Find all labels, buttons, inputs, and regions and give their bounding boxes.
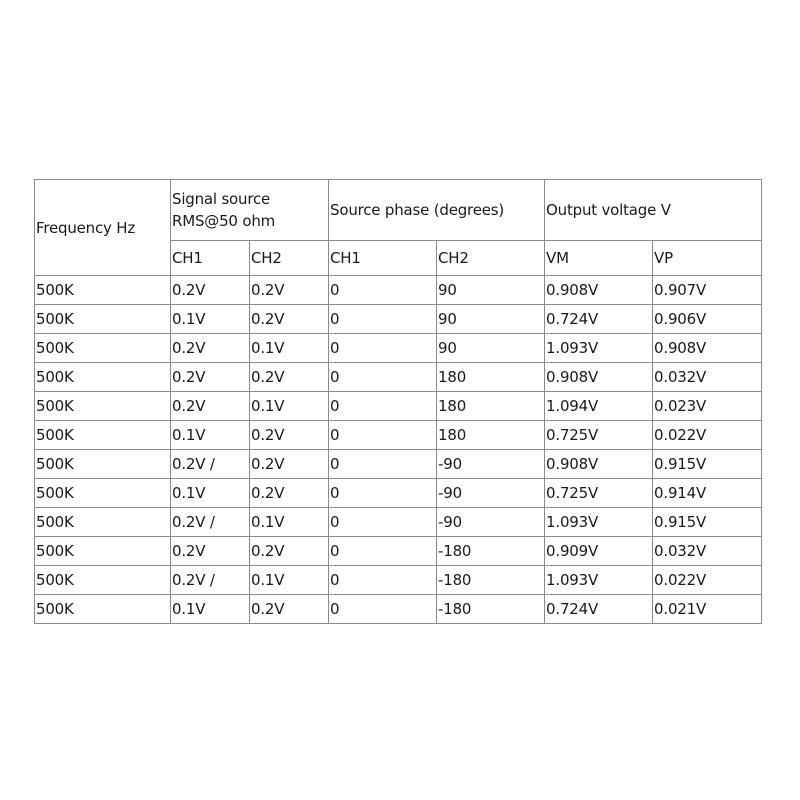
cell-ch2-signal: 0.2V <box>250 479 329 508</box>
cell-ch2-phase: -90 <box>437 479 545 508</box>
cell-ch2-phase: -90 <box>437 508 545 537</box>
cell-frequency: 500K <box>35 392 171 421</box>
cell-frequency: 500K <box>35 421 171 450</box>
cell-ch2-phase: 180 <box>437 421 545 450</box>
cell-ch1-phase: 0 <box>329 305 437 334</box>
cell-ch2-signal: 0.1V <box>250 334 329 363</box>
table-row <box>35 479 762 508</box>
cell-frequency: 500K <box>35 334 171 363</box>
cell-ch1-signal: 0.2V <box>171 537 250 566</box>
cell-vp: 0.032V <box>653 537 762 566</box>
cell-frequency: 500K <box>35 479 171 508</box>
cell-vm: 1.093V <box>545 334 653 363</box>
cell-vp: 0.032V <box>653 363 762 392</box>
cell-ch2-phase: -180 <box>437 537 545 566</box>
cell-vm: 0.908V <box>545 363 653 392</box>
cell-vm: 0.909V <box>545 537 653 566</box>
cell-frequency: 500K <box>35 537 171 566</box>
cell-vp: 0.915V <box>653 508 762 537</box>
cell-vp: 0.914V <box>653 479 762 508</box>
cell-ch2-phase: -180 <box>437 595 545 624</box>
measurement-table <box>34 179 762 624</box>
cell-frequency: 500K <box>35 450 171 479</box>
cell-ch1-signal: 0.2V / <box>171 450 250 479</box>
cell-vm: 1.094V <box>545 392 653 421</box>
subheader-ch2-signal: CH2 <box>250 241 329 276</box>
cell-ch1-signal: 0.2V / <box>171 508 250 537</box>
table-row <box>35 537 762 566</box>
cell-vm: 0.725V <box>545 421 653 450</box>
cell-vp: 0.907V <box>653 276 762 305</box>
cell-vm: 0.724V <box>545 595 653 624</box>
cell-frequency: 500K <box>35 566 171 595</box>
cell-ch2-signal: 0.2V <box>250 421 329 450</box>
cell-ch1-signal: 0.1V <box>171 305 250 334</box>
cell-ch1-phase: 0 <box>329 508 437 537</box>
cell-vm: 0.724V <box>545 305 653 334</box>
cell-ch1-signal: 0.2V <box>171 334 250 363</box>
subheader-ch1-phase: CH1 <box>329 241 437 276</box>
cell-ch2-signal: 0.2V <box>250 276 329 305</box>
cell-vm: 1.093V <box>545 508 653 537</box>
cell-ch1-signal: 0.2V <box>171 363 250 392</box>
signal-source-header: Signal source RMS@50 ohm <box>171 180 329 241</box>
cell-ch2-signal: 0.2V <box>250 595 329 624</box>
cell-ch1-phase: 0 <box>329 276 437 305</box>
cell-ch1-phase: 0 <box>329 450 437 479</box>
output-voltage-header: Output voltage V <box>545 180 762 241</box>
cell-ch1-phase: 0 <box>329 566 437 595</box>
cell-ch2-signal: 0.1V <box>250 508 329 537</box>
subheader-ch2-phase: CH2 <box>437 241 545 276</box>
cell-ch2-signal: 0.1V <box>250 566 329 595</box>
table-row <box>35 508 762 537</box>
cell-vp: 0.908V <box>653 334 762 363</box>
subheader-ch1-signal: CH1 <box>171 241 250 276</box>
table-row <box>35 421 762 450</box>
table-row <box>35 392 762 421</box>
cell-ch1-phase: 0 <box>329 392 437 421</box>
cell-ch2-phase: -90 <box>437 450 545 479</box>
cell-frequency: 500K <box>35 276 171 305</box>
table-row <box>35 334 762 363</box>
cell-ch1-signal: 0.2V <box>171 392 250 421</box>
cell-vm: 0.908V <box>545 276 653 305</box>
cell-vp: 0.021V <box>653 595 762 624</box>
cell-ch2-signal: 0.2V <box>250 363 329 392</box>
cell-ch2-phase: -180 <box>437 566 545 595</box>
source-phase-header: Source phase (degrees) <box>329 180 545 241</box>
cell-ch2-phase: 90 <box>437 334 545 363</box>
cell-ch1-phase: 0 <box>329 421 437 450</box>
cell-vp: 0.906V <box>653 305 762 334</box>
table-row <box>35 276 762 305</box>
cell-ch1-phase: 0 <box>329 479 437 508</box>
cell-frequency: 500K <box>35 363 171 392</box>
table-row <box>35 450 762 479</box>
cell-ch1-phase: 0 <box>329 363 437 392</box>
cell-ch2-signal: 0.2V <box>250 450 329 479</box>
cell-ch2-phase: 180 <box>437 392 545 421</box>
cell-vp: 0.022V <box>653 566 762 595</box>
cell-ch2-signal: 0.2V <box>250 305 329 334</box>
cell-frequency: 500K <box>35 595 171 624</box>
cell-ch2-signal: 0.2V <box>250 537 329 566</box>
table-row <box>35 595 762 624</box>
table-row <box>35 305 762 334</box>
cell-ch1-signal: 0.2V / <box>171 566 250 595</box>
table-body <box>35 276 762 624</box>
cell-ch1-signal: 0.1V <box>171 421 250 450</box>
cell-ch2-phase: 180 <box>437 363 545 392</box>
cell-vp: 0.915V <box>653 450 762 479</box>
cell-ch1-phase: 0 <box>329 334 437 363</box>
cell-vp: 0.022V <box>653 421 762 450</box>
cell-vp: 0.023V <box>653 392 762 421</box>
group-header-row <box>35 180 762 241</box>
subheader-vp: VP <box>653 241 762 276</box>
cell-frequency: 500K <box>35 508 171 537</box>
cell-ch1-phase: 0 <box>329 595 437 624</box>
cell-ch1-phase: 0 <box>329 537 437 566</box>
table-row <box>35 566 762 595</box>
cell-frequency: 500K <box>35 305 171 334</box>
cell-ch2-phase: 90 <box>437 276 545 305</box>
cell-vm: 1.093V <box>545 566 653 595</box>
table-row <box>35 363 762 392</box>
cell-ch2-phase: 90 <box>437 305 545 334</box>
frequency-header: Frequency Hz <box>35 180 171 276</box>
subheader-vm: VM <box>545 241 653 276</box>
cell-vm: 0.908V <box>545 450 653 479</box>
cell-ch1-signal: 0.2V <box>171 276 250 305</box>
cell-ch1-signal: 0.1V <box>171 595 250 624</box>
cell-ch2-signal: 0.1V <box>250 392 329 421</box>
cell-ch1-signal: 0.1V <box>171 479 250 508</box>
cell-vm: 0.725V <box>545 479 653 508</box>
